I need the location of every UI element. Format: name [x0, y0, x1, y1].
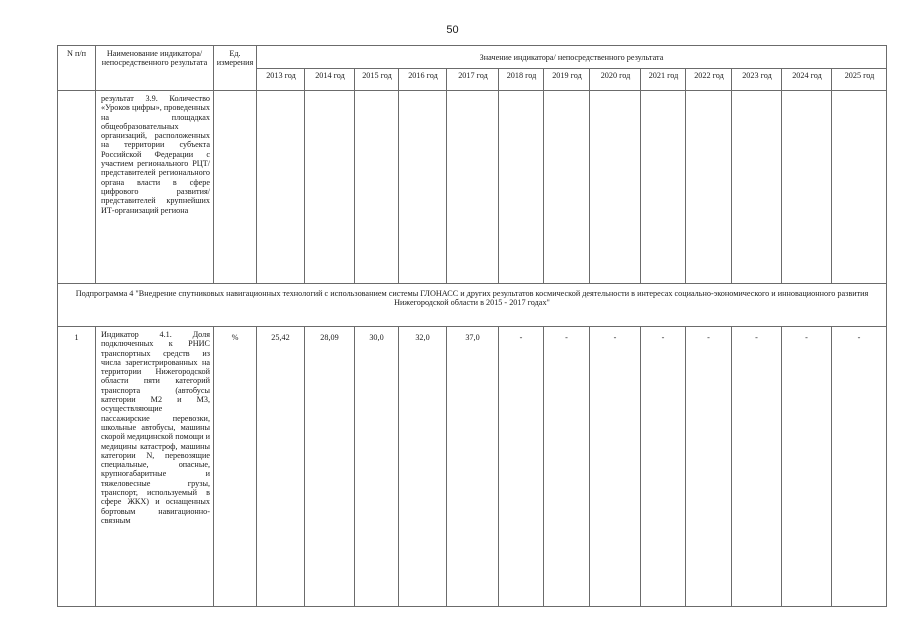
subprogram-row: [58, 284, 887, 327]
value-cell: 30,0: [355, 327, 399, 607]
row-num-cell: [58, 91, 96, 284]
value-cell: [399, 91, 447, 284]
value-cell: [686, 91, 732, 284]
value-cell: [782, 91, 832, 284]
page-number: 50: [446, 24, 459, 36]
header-year-cell: 2013 год: [257, 69, 305, 91]
header-unit: Ед. измерения: [214, 46, 257, 91]
value-cell: -: [499, 327, 544, 607]
header-year-cell: 2019 год: [544, 69, 590, 91]
value-cell: -: [590, 327, 641, 607]
header-year-cell: 2018 год: [499, 69, 544, 91]
value-cell: [257, 91, 305, 284]
row-name-cell: Индикатор 4.1. Доля подключенных к РНИС транспортных средств из числа зарегистрированных на территории Нижегородской области пяти категорий транспорта (автобусы категории М2 и М3, осуществляющие пассажирские перевозки, школьные автобусы, машины скорой медицинской помощи и медицины катастроф, машины категории N, перевозящие специальные, опасные, крупногабаритные и тяжеловесные грузы, транспорт, используемый в сфере ЖКХ) и оснащенных бортовым навигационно-связным: [96, 327, 214, 607]
value-cell: [832, 91, 887, 284]
row-name-cell: результат 3.9. Количество «Уроков цифры», проведенных на площадках общеобразовательных организаций, расположенных на территории субъекта Российской Федерации с участием регионального РЦТ/ представителей регионального органа власти в сфере цифрового развития/ представителей крупнейших ИТ-организаций региона: [96, 91, 214, 284]
value-cell: 28,09: [305, 327, 355, 607]
value-cell: -: [732, 327, 782, 607]
header-year-cell: 2022 год: [686, 69, 732, 91]
value-cell: [590, 91, 641, 284]
table-row-indicator-4-1: [58, 327, 887, 607]
value-cell: [641, 91, 686, 284]
value-cell: -: [641, 327, 686, 607]
value-cell: [305, 91, 355, 284]
value-cell: 37,0: [447, 327, 499, 607]
header-values: Значение индикатора/ непосредственного результата: [257, 46, 887, 69]
header-name: Наименование индикатора/непосредственного результата: [96, 46, 214, 91]
header-year-cell: 2015 год: [355, 69, 399, 91]
value-cell: [732, 91, 782, 284]
value-cell: -: [832, 327, 887, 607]
value-cell: 25,42: [257, 327, 305, 607]
row-unit-cell: %: [214, 327, 257, 607]
header-year-cell: 2024 год: [782, 69, 832, 91]
row-num-cell: 1: [58, 327, 96, 607]
row-unit-cell: [214, 91, 257, 284]
header-year-cell: 2016 год: [399, 69, 447, 91]
header-year-cell: 2021 год: [641, 69, 686, 91]
value-cell: -: [782, 327, 832, 607]
value-cell: 32,0: [399, 327, 447, 607]
header-year-cell: 2017 год: [447, 69, 499, 91]
header-year-cell: 2023 год: [732, 69, 782, 91]
value-cell: [447, 91, 499, 284]
header-row-1: [58, 46, 887, 69]
header-year-cell: 2020 год: [590, 69, 641, 91]
value-cell: [499, 91, 544, 284]
indicator-table: [57, 45, 887, 607]
header-year-cell: 2014 год: [305, 69, 355, 91]
value-cell: -: [544, 327, 590, 607]
value-cell: [355, 91, 399, 284]
header-year-cell: 2025 год: [832, 69, 887, 91]
table-row-result-3-9: [58, 91, 887, 284]
subprogram-title: Подпрограмма 4 "Внедрение спутниковых навигационных технологий с использованием системы ГЛОНАСС и других результатов космической деятельности в интересах социально-экономического и инновационного развития Нижегородской области в 2015 - 2017 годах": [58, 284, 887, 327]
header-num: N п/п: [58, 46, 96, 91]
value-cell: [544, 91, 590, 284]
value-cell: -: [686, 327, 732, 607]
